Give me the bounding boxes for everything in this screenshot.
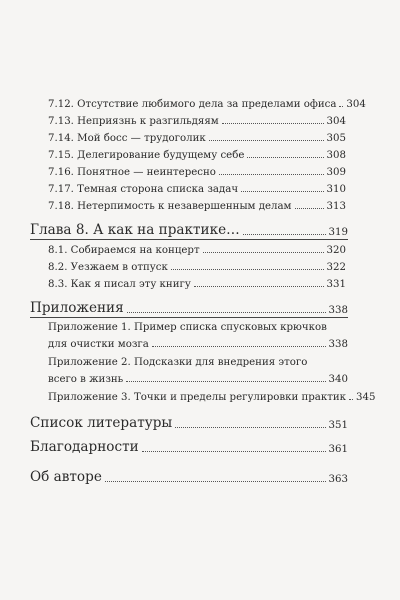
dot-leader bbox=[194, 286, 324, 287]
dot-leader bbox=[142, 451, 326, 452]
toc-chapter-8 bbox=[30, 220, 348, 238]
toc-entry-7-18 bbox=[48, 198, 346, 212]
toc-entry-label: 7.13. Неприязнь к разгильдяям bbox=[48, 116, 219, 127]
toc-appendix-2-line1: Приложение 2. Подсказки для внедрения этого bbox=[48, 357, 308, 368]
dot-leader bbox=[126, 381, 325, 382]
toc-appendix-3 bbox=[48, 389, 376, 403]
toc-entry-page: 304 bbox=[326, 116, 346, 127]
toc-entry-label: 7.17. Темная сторона списка задач bbox=[48, 184, 239, 195]
dot-leader bbox=[105, 481, 326, 482]
toc-author bbox=[30, 467, 348, 485]
toc-chapter-page: 319 bbox=[328, 227, 348, 238]
toc-appendix-2 bbox=[48, 371, 348, 385]
toc-entry-page: 305 bbox=[326, 133, 346, 144]
dot-leader bbox=[295, 208, 324, 209]
toc-entry-7-16 bbox=[48, 164, 346, 178]
chapter-divider bbox=[30, 317, 348, 318]
toc-thanks bbox=[30, 437, 348, 455]
toc-entry-7-15 bbox=[48, 147, 346, 161]
toc-chapter-label: Приложения bbox=[30, 300, 124, 316]
dot-leader bbox=[209, 140, 324, 141]
dot-leader bbox=[241, 191, 323, 192]
toc-chapter-page: 361 bbox=[328, 444, 348, 455]
chapter-divider bbox=[30, 239, 348, 240]
toc-entry-7-12 bbox=[48, 96, 366, 110]
toc-entry-page: 310 bbox=[326, 184, 346, 195]
dot-leader bbox=[219, 174, 324, 175]
toc-entry-8-1 bbox=[48, 242, 346, 256]
toc-entry-8-2 bbox=[48, 259, 346, 273]
dot-leader bbox=[175, 427, 325, 428]
toc-entry-page: 322 bbox=[326, 262, 346, 273]
dot-leader bbox=[171, 269, 324, 270]
toc-entry-page: 308 bbox=[326, 150, 346, 161]
dot-leader bbox=[247, 157, 323, 158]
toc-entry-page: 338 bbox=[328, 339, 348, 350]
dot-leader bbox=[152, 346, 326, 347]
dot-leader bbox=[222, 123, 324, 124]
toc-entry-page: 313 bbox=[326, 201, 346, 212]
toc-entry-label: для очистки мозга bbox=[48, 339, 149, 350]
dot-leader bbox=[243, 234, 326, 235]
toc-appendix-1 bbox=[48, 336, 348, 350]
toc-entry-page: 345 bbox=[356, 392, 376, 403]
toc-chapter-label: Глава 8. А как на практике… bbox=[30, 222, 240, 238]
toc-entry-label: 8.3. Как я писал эту книгу bbox=[48, 279, 191, 290]
toc-chapter-label: Список литературы bbox=[30, 415, 173, 431]
toc-chapter-page: 351 bbox=[328, 420, 348, 431]
toc-entry-8-3 bbox=[48, 276, 346, 290]
toc-entry-label: Приложение 3. Точки и пределы регулировки практик bbox=[48, 392, 347, 403]
toc-entry-label: 8.1. Собираемся на концерт bbox=[48, 245, 200, 256]
toc-entry-page: 309 bbox=[326, 167, 346, 178]
toc-literature bbox=[30, 413, 348, 431]
dot-leader bbox=[339, 106, 343, 107]
dot-leader bbox=[203, 252, 324, 253]
toc-chapter-page: 363 bbox=[328, 474, 348, 485]
toc-entry-label: 8.2. Уезжаем в отпуск bbox=[48, 262, 168, 273]
toc-entry-7-14 bbox=[48, 130, 346, 144]
toc-entry-label: 7.16. Понятное — неинтересно bbox=[48, 167, 216, 178]
toc-entry-label: 7.18. Нетерпимость к незавершенным делам bbox=[48, 201, 292, 212]
toc-entry-label: 7.12. Отсутствие любимого дела за пределами офиса bbox=[48, 99, 337, 110]
toc-entry-label: 7.14. Мой босс — трудоголик bbox=[48, 133, 206, 144]
toc-entry-7-13 bbox=[48, 113, 346, 127]
toc-chapter-label: Благодарности bbox=[30, 439, 139, 455]
toc-chapter-label: Об авторе bbox=[30, 469, 102, 485]
toc-entry-page: 304 bbox=[346, 99, 366, 110]
toc-entry-label: 7.15. Делегирование будущему себе bbox=[48, 150, 245, 161]
toc-appendix-1-line1: Приложение 1. Пример списка спусковых крючков bbox=[48, 322, 327, 333]
toc-entry-page: 331 bbox=[326, 279, 346, 290]
toc-entry-7-17 bbox=[48, 181, 346, 195]
toc-entry-page: 340 bbox=[328, 374, 348, 385]
toc-appendix bbox=[30, 298, 348, 316]
toc-chapter-page: 338 bbox=[328, 305, 348, 316]
dot-leader bbox=[127, 312, 326, 313]
toc-entry-label: всего в жизнь bbox=[48, 374, 124, 385]
toc-entry-page: 320 bbox=[326, 245, 346, 256]
dot-leader bbox=[349, 399, 353, 400]
